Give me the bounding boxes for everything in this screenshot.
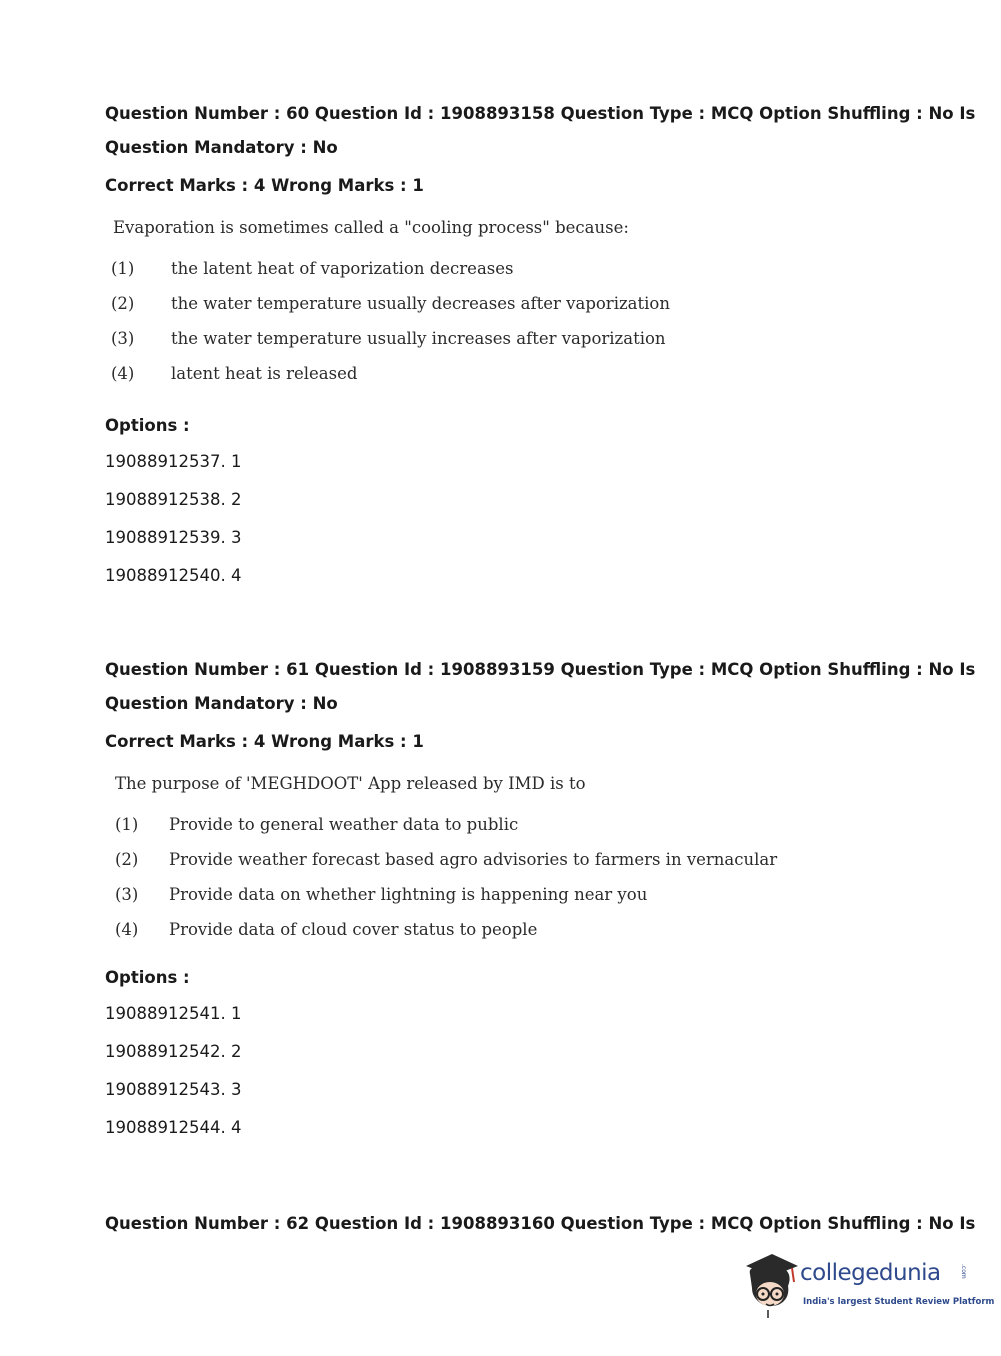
choice-text: Provide data on whether lightning is happening near you: [169, 885, 648, 904]
logo-tagline: India's largest Student Review Platform: [803, 1297, 995, 1307]
mascot-icon: [742, 1252, 802, 1322]
answer-choice: [115, 807, 925, 842]
choice-number: (3): [115, 885, 139, 904]
answer-choice: [111, 356, 925, 391]
choice-text: latent heat is released: [171, 364, 358, 383]
answer-choice: [111, 251, 925, 286]
option-id: 19088912541. 1: [105, 1004, 242, 1023]
option-id: 19088912538. 2: [105, 490, 242, 509]
answer-choice: [115, 842, 925, 877]
choice-text: Provide weather forecast based agro advisories to farmers in vernacular: [169, 850, 778, 869]
choice-text: Provide to general weather data to public: [169, 815, 519, 834]
choice-number: (2): [115, 850, 139, 869]
options-heading: Options :: [105, 416, 190, 435]
choice-text: the water temperature usually decreases after vaporization: [171, 294, 670, 313]
marks-line: Correct Marks : 4 Wrong Marks : 1: [105, 732, 424, 751]
logo-wordmark: collegedunia: [800, 1260, 941, 1286]
collegedunia-logo: [742, 1252, 995, 1322]
question-stem: Evaporation is sometimes called a "cooling process" because:: [113, 218, 629, 237]
answer-choices: [115, 807, 925, 947]
choice-number: (3): [111, 329, 135, 348]
choice-text: Provide data of cloud cover status to people: [169, 920, 538, 939]
question-61: [105, 653, 976, 1147]
option-id: 19088912539. 3: [105, 528, 242, 547]
logo-com: .com: [960, 1264, 967, 1279]
answer-choice: [115, 912, 925, 947]
option-id: 19088912542. 2: [105, 1042, 242, 1061]
choice-number: (2): [111, 294, 135, 313]
choice-text: the water temperature usually increases after vaporization: [171, 329, 666, 348]
option-id: 19088912543. 3: [105, 1080, 242, 1099]
choice-number: (4): [111, 364, 135, 383]
question-stem: The purpose of 'MEGHDOOT' App released by IMD is to: [115, 774, 586, 793]
choice-text: the latent heat of vaporization decreases: [171, 259, 514, 278]
question-62: [105, 1207, 976, 1241]
question-meta-line: Question Number : 60 Question Id : 1908893158 Question Type : MCQ Option Shuffling : No Is: [105, 104, 976, 123]
answer-choice: [111, 321, 925, 356]
question-mandatory-line: Question Mandatory : No: [105, 138, 338, 157]
option-id: 19088912540. 4: [105, 566, 242, 585]
answer-choices: [111, 251, 925, 391]
option-id: 19088912544. 4: [105, 1118, 242, 1137]
options-heading: Options :: [105, 968, 190, 987]
option-id: 19088912537. 1: [105, 452, 242, 471]
answer-choice: [115, 877, 925, 912]
marks-line: Correct Marks : 4 Wrong Marks : 1: [105, 176, 424, 195]
answer-choice: [111, 286, 925, 321]
question-60: [105, 97, 976, 595]
choice-number: (1): [111, 259, 135, 278]
choice-number: (4): [115, 920, 139, 939]
question-meta-line: Question Number : 62 Question Id : 1908893160 Question Type : MCQ Option Shuffling : No Is: [105, 1214, 976, 1233]
question-meta-line: Question Number : 61 Question Id : 1908893159 Question Type : MCQ Option Shuffling : No Is: [105, 660, 976, 679]
question-mandatory-line: Question Mandatory : No: [105, 694, 338, 713]
choice-number: (1): [115, 815, 139, 834]
